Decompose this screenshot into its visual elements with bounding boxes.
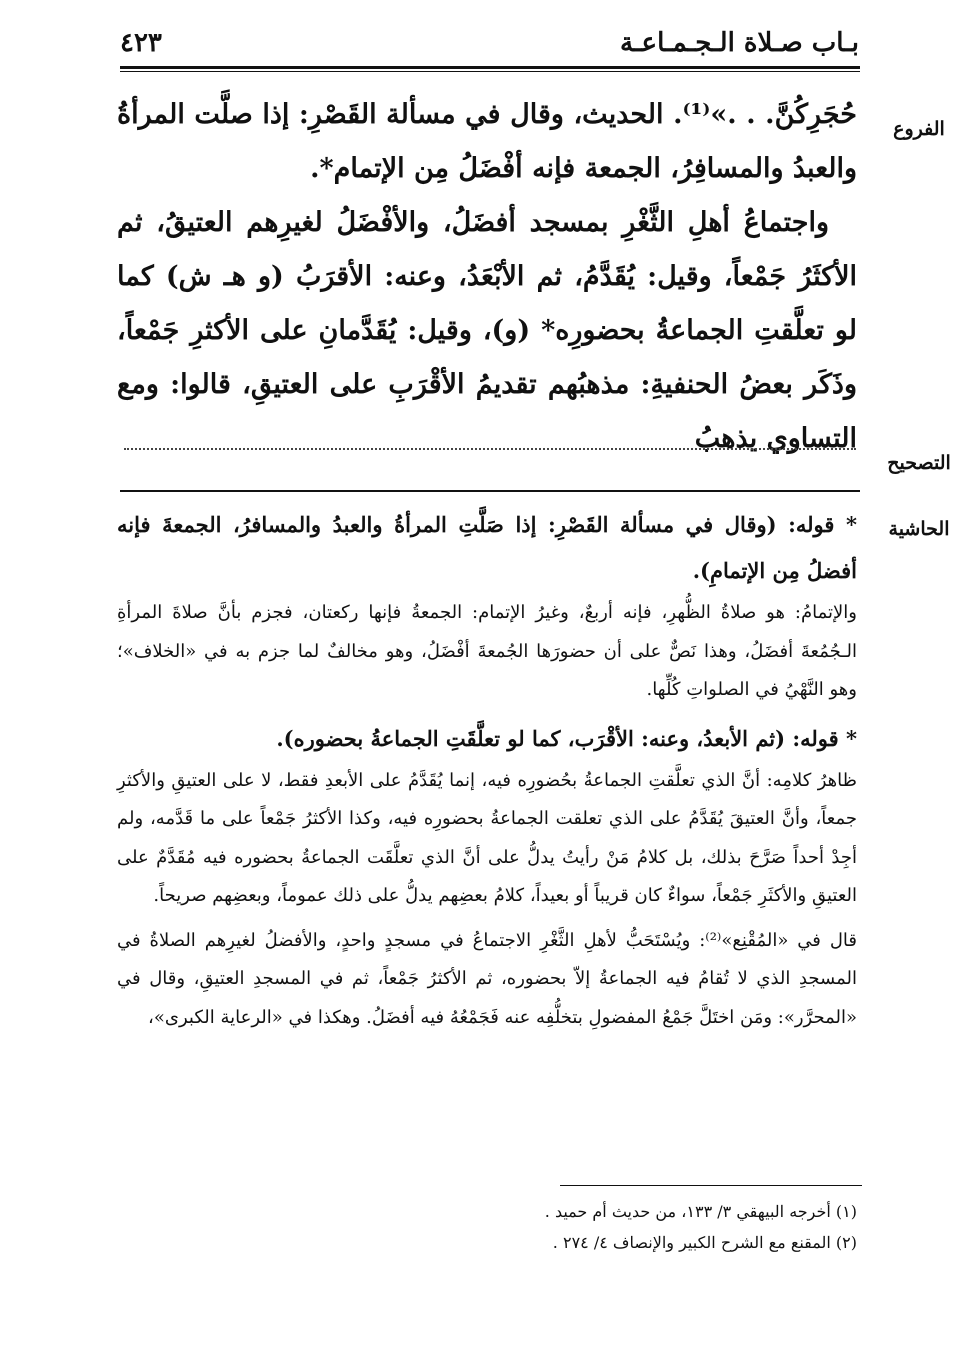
label-tashih: التصحيح	[887, 452, 951, 474]
page-number: ٤٢٣	[120, 28, 162, 58]
section-separator	[120, 490, 860, 492]
main-text	[117, 88, 857, 466]
footnote: (٢) المقنع مع الشرح الكبير والإنصاف ٤/ ٢٧٤ .	[552, 1233, 857, 1252]
label-furu: الفروع	[893, 118, 945, 140]
main-paragraph: حُجَرِكُنَّ. . .»⁽¹⁾. الحديث، وقال في مسألة القَصْرِ: إذا صلَّت المرأةُ والعبدُ والمسافِرُ، الجمعة فإنه أفْضَلُ مِن الإتمام*.	[117, 99, 857, 184]
header-rule-thin	[120, 71, 860, 72]
main-paragraph: واجتماعُ أهلِ الثَّغْرِ بمسجد أفضَلُ، والأفْضَلُ لغيرِهم العتيقُ، ثم الأكثَرُ جَمْعاً، وقيل: يُقَدَّمُ، ثم الأبْعَدُ، وعنه: الأقرَبُ (و هـ ش) كما لو تعلَّقتِ الجماعةُ بحضورِه* (و)، وقيل: يُقَدَّمانِ على الأكثرِ جَمْعاً، وذَكَر بعضُ الحنفيةِ: مذهبُهم تقديمُ الأقْرَبِ على العتيقِ، قالوا: ومع التساوي يذهبُ	[117, 207, 857, 454]
footnote-rule	[560, 1185, 862, 1186]
commentary-paragraph: ظاهرُ كلامِه: أنَّ الذي تعلَّقتِ الجماعةُ بحُضورِه فيه، إنما يُقَدَّمُ على الأبعدِ فقط، لا على العتيقِ والأكثرِ جمعاً، وأنَّ العتيقَ يُقَدَّمُ على الذي تعلقت الجماعةُ بحضورِه فيه، وكذا الأكثرُ جَمْعاً على ما قَدَّمه، ولم أجِدْ أحداً صَرَّحَ بذلك، بل كلامُ مَنْ رأيتُ يدلُّ على أنَّ الذي تعلَّقَت الجماعةُ بحضوره فيه مُقَدَّمٌ على العتيقِ والأكثَرِ جَمْعاً، سواءٌ كان قريباً أو بعيداً، كلامُ بعضِهم يدلُّ على ذلك عموماً، وبعضِهم صريحاً.	[117, 769, 857, 906]
label-hashiya: الحاشية	[888, 518, 950, 540]
footnote: (١) أخرجه البيهقي ٣/ ١٣٣، من حديث أم حميد .	[544, 1202, 857, 1221]
tashih-dotted-line	[124, 448, 856, 450]
header-rule	[120, 66, 860, 69]
commentary-paragraph: والإتمامُ: هو صلاةُ الظُّهرِ، فإنه أربعٌ، وغيرُ الإتمام: الجمعةُ فإنها ركعتان، فجزم بأنَّ صلاةَ المرأةِ الـجُمُعةَ أفضَلُ، وهذا نَصٌّ على أن حضورَها الجُمعةَ أفْضَلُ، وهو مخالفٌ لما جزم به في «الخلاف»؛ وهو النَّهْيُ في الصلواتِ كُلِّها.	[117, 602, 857, 700]
running-header-chapter: بـاب صـلاة الـجـمـاعـة	[620, 28, 859, 58]
footnotes	[117, 1196, 857, 1258]
commented-quote: * قوله: (وقال في مسألة القَصْرِ: إذا صَلَّتِ المرأةُ والعبدُ والمسافرُ، الجمعةَ فإنه أفضلُ مِن الإتمامِ).	[117, 512, 857, 583]
hashiya-text	[117, 502, 857, 1043]
commentary-paragraph: قال في «المُقْنِع»⁽²⁾: ويُسْتَحَبُّ لأهلِ الثَّغْرِ الاجتماعُ في مسجدٍ واحدٍ، والأفضلُ لغيرِهم الصلاةُ في المسجدِ الذي لا تُقامُ فيه الجماعةُ إلاّ بحضوره، ثم الأكثرُ جَمْعاً، ثم في المسجدِ العتيقِ، وقال في «المحرَّر»: ومَن اختَلَّ جَمْعُ المفضولِ بتخلُّفِه عنه فَجَمْعُهُ فيه أفضَلُ. وهكذا في «الرعاية الكبرى»،	[117, 929, 857, 1028]
commented-quote: * قوله: (ثم الأبعدُ، وعنه: الأقْرَب، كما لو تعلَّقَتِ الجماعةُ بحضوره).	[276, 725, 857, 751]
